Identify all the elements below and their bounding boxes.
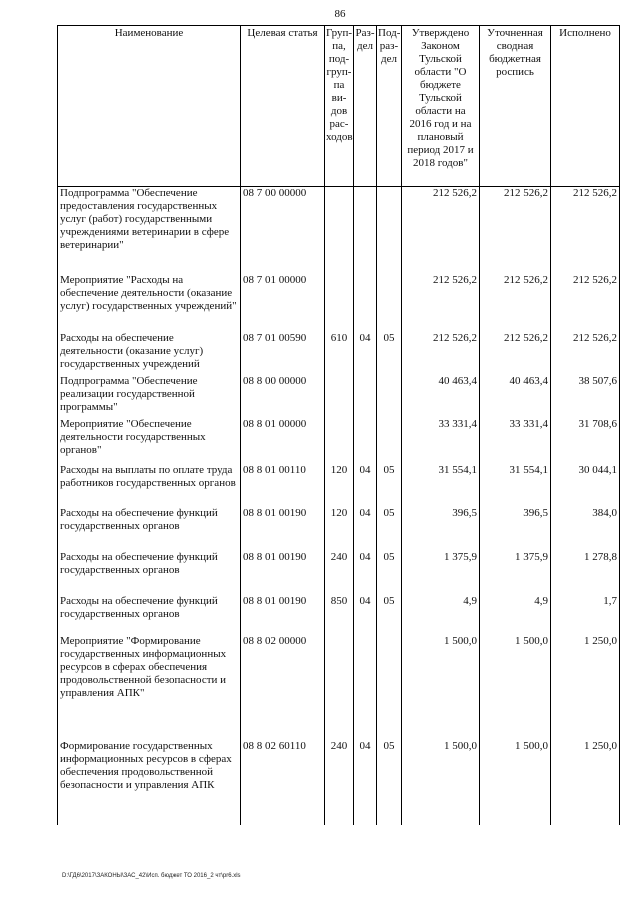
row-executed: 212 526,2 (551, 274, 620, 332)
row-group: 240 (325, 551, 354, 595)
header-code: Целевая статья (241, 26, 325, 187)
row-code: 08 8 01 00190 (241, 507, 325, 551)
row-razdel: 04 (354, 595, 377, 635)
row-code: 08 8 02 00000 (241, 635, 325, 740)
table-row (58, 187, 620, 274)
row-code: 08 8 01 00190 (241, 551, 325, 595)
table-row (58, 375, 620, 418)
header-row (58, 26, 620, 187)
row-razdel: 04 (354, 332, 377, 375)
table-row (58, 464, 620, 507)
row-refined: 31 554,1 (480, 464, 551, 507)
row-name: Расходы на выплаты по оплате труда работников государственных органов (58, 464, 241, 507)
row-approved: 212 526,2 (402, 187, 480, 274)
table-row (58, 551, 620, 595)
row-name: Расходы на обеспечение функций государственных органов (58, 507, 241, 551)
row-code: 08 7 01 00590 (241, 332, 325, 375)
row-name: Подпрограмма "Обеспечение реализации государственной программы" (58, 375, 241, 418)
row-refined: 396,5 (480, 507, 551, 551)
row-approved: 396,5 (402, 507, 480, 551)
row-refined: 212 526,2 (480, 187, 551, 274)
row-group: 120 (325, 507, 354, 551)
header-approved: Утверждено Законом Тульской области "О бюджете Тульской области на 2016 год и на плановый период 2017 и 2018 годов" (402, 26, 480, 187)
row-executed: 384,0 (551, 507, 620, 551)
table-row (58, 274, 620, 332)
row-group (325, 635, 354, 740)
row-name: Расходы на обеспечение функций государственных органов (58, 595, 241, 635)
row-razdel: 04 (354, 464, 377, 507)
row-group (325, 274, 354, 332)
table-row (58, 418, 620, 464)
row-approved: 1 500,0 (402, 635, 480, 740)
page-number: 86 (334, 8, 346, 20)
row-razdel: 04 (354, 507, 377, 551)
header-executed: Исполнено (551, 26, 620, 187)
row-podrazdel: 05 (377, 551, 402, 595)
budget-table (57, 25, 620, 825)
row-podrazdel (377, 187, 402, 274)
row-code: 08 8 00 00000 (241, 375, 325, 418)
row-podrazdel (377, 375, 402, 418)
row-podrazdel: 05 (377, 595, 402, 635)
row-refined: 212 526,2 (480, 332, 551, 375)
row-name: Мероприятие "Формирование государственных информационных ресурсов в сферах обеспечения продовольственной безопасности и управления АПК" (58, 635, 241, 740)
row-name: Формирование государственных информационных ресурсов в сферах обеспечения продовольственной безопасности и управления АПК (58, 740, 241, 825)
table-row (58, 595, 620, 635)
row-name: Мероприятие "Расходы на обеспечение деятельности (оказание услуг) государственных учреждений" (58, 274, 241, 332)
row-refined: 1 375,9 (480, 551, 551, 595)
row-name: Расходы на обеспечение деятельности (оказание услуг) государственных учреждений (58, 332, 241, 375)
row-razdel (354, 635, 377, 740)
row-refined: 33 331,4 (480, 418, 551, 464)
row-group (325, 187, 354, 274)
row-approved: 40 463,4 (402, 375, 480, 418)
table-row (58, 740, 620, 825)
row-code: 08 8 01 00000 (241, 418, 325, 464)
row-executed: 30 044,1 (551, 464, 620, 507)
row-executed: 212 526,2 (551, 332, 620, 375)
row-code: 08 8 02 60110 (241, 740, 325, 825)
row-approved: 1 375,9 (402, 551, 480, 595)
row-podrazdel: 05 (377, 332, 402, 375)
row-refined: 40 463,4 (480, 375, 551, 418)
row-name: Мероприятие "Обеспечение деятельности государственных органов" (58, 418, 241, 464)
row-executed: 31 708,6 (551, 418, 620, 464)
row-executed: 1 250,0 (551, 635, 620, 740)
table-row (58, 332, 620, 375)
row-podrazdel: 05 (377, 464, 402, 507)
header-refined: Уточненная сводная бюджетная роспись (480, 26, 551, 187)
row-podrazdel: 05 (377, 740, 402, 825)
row-group: 240 (325, 740, 354, 825)
row-refined: 4,9 (480, 595, 551, 635)
row-code: 08 7 01 00000 (241, 274, 325, 332)
row-refined: 1 500,0 (480, 635, 551, 740)
row-approved: 212 526,2 (402, 332, 480, 375)
header-razdel: Раз- дел (354, 26, 377, 187)
row-approved: 33 331,4 (402, 418, 480, 464)
table-row (58, 507, 620, 551)
row-executed: 1 278,8 (551, 551, 620, 595)
file-path-footer: D:\ГД6\2017\ЗАКОНЫ\ЗАС_42\Исп. бюджет ТО 2016_2 чт\pr6.xls (62, 873, 241, 879)
row-approved: 1 500,0 (402, 740, 480, 825)
row-approved: 212 526,2 (402, 274, 480, 332)
row-code: 08 8 01 00110 (241, 464, 325, 507)
table-row (58, 635, 620, 740)
row-group (325, 418, 354, 464)
row-razdel (354, 274, 377, 332)
header-podrazdel: Под- раз- дел (377, 26, 402, 187)
row-code: 08 7 00 00000 (241, 187, 325, 274)
row-name: Подпрограмма "Обеспечение предоставления государственных услуг (работ) государственными учреждениями ветеринарии в сфере ветеринарии" (58, 187, 241, 274)
row-podrazdel (377, 635, 402, 740)
row-group: 610 (325, 332, 354, 375)
row-razdel (354, 418, 377, 464)
row-group: 850 (325, 595, 354, 635)
row-razdel: 04 (354, 740, 377, 825)
row-name: Расходы на обеспечение функций государственных органов (58, 551, 241, 595)
row-executed: 1,7 (551, 595, 620, 635)
row-executed: 1 250,0 (551, 740, 620, 825)
row-approved: 31 554,1 (402, 464, 480, 507)
row-podrazdel: 05 (377, 507, 402, 551)
row-podrazdel (377, 418, 402, 464)
row-refined: 212 526,2 (480, 274, 551, 332)
row-razdel: 04 (354, 551, 377, 595)
header-name: Наименование (58, 26, 241, 187)
row-podrazdel (377, 274, 402, 332)
row-approved: 4,9 (402, 595, 480, 635)
row-executed: 38 507,6 (551, 375, 620, 418)
header-group: Груп- па, под- груп- па ви- дов рас- ходов (325, 26, 354, 187)
row-refined: 1 500,0 (480, 740, 551, 825)
row-code: 08 8 01 00190 (241, 595, 325, 635)
row-group: 120 (325, 464, 354, 507)
row-razdel (354, 375, 377, 418)
row-group (325, 375, 354, 418)
row-razdel (354, 187, 377, 274)
row-executed: 212 526,2 (551, 187, 620, 274)
